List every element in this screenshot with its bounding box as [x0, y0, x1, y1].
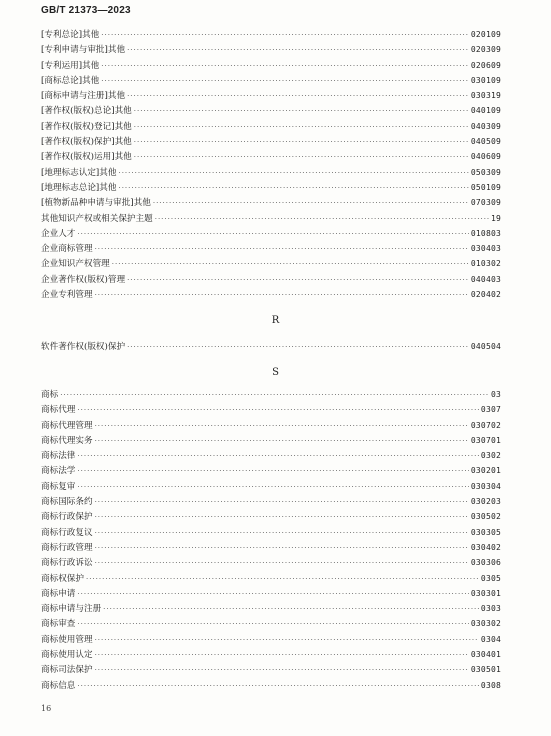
- index-term: 商标使用管理: [41, 634, 93, 645]
- index-term: 企业专利管理: [41, 290, 93, 301]
- index-code: 050309: [470, 167, 501, 177]
- index-code: 030319: [470, 91, 501, 101]
- index-entry: [41, 256, 501, 271]
- leader-dots: [127, 89, 469, 104]
- index-term: 商标法学: [41, 466, 76, 477]
- letter-heading-s: S: [272, 367, 279, 378]
- index-term: 商标申请与注册: [41, 604, 102, 615]
- index-entry: [41, 272, 501, 287]
- index-code: 030702: [470, 420, 501, 430]
- index-term: 商标代理管理: [41, 420, 93, 431]
- index-term: 商标代理实务: [41, 435, 93, 446]
- index-entry: [41, 571, 501, 586]
- index-entry: [41, 662, 501, 677]
- index-code: 0302: [480, 451, 501, 461]
- document-header: GB/T 21373—2023: [41, 5, 131, 16]
- index-code: 19: [490, 213, 501, 223]
- leader-dots: [77, 464, 469, 479]
- leader-dots: [95, 242, 469, 257]
- index-code: 0304: [480, 634, 501, 644]
- index-entry: [41, 42, 501, 57]
- index-term: 商标国际条约: [41, 497, 93, 508]
- index-entry: [41, 494, 501, 509]
- index-entry: [41, 509, 501, 524]
- index-entry: [41, 448, 501, 463]
- index-entry: [41, 463, 501, 478]
- leader-dots: [134, 104, 469, 119]
- index-term: 企业商标管理: [41, 244, 93, 255]
- leader-dots: [95, 288, 469, 303]
- leader-dots: [95, 556, 469, 571]
- leader-dots: [77, 449, 479, 464]
- leader-dots: [77, 403, 479, 418]
- index-term: [著作权(版权)总论]其他: [41, 106, 132, 117]
- index-code: 070309: [470, 198, 501, 208]
- index-code: 0305: [480, 573, 501, 583]
- index-entry: [41, 555, 501, 570]
- index-entry: [41, 149, 501, 164]
- leader-dots: [101, 59, 469, 74]
- index-code: 040609: [470, 152, 501, 162]
- index-entry: [41, 586, 501, 601]
- index-term: 商标使用认定: [41, 650, 93, 661]
- index-code: 030403: [470, 244, 501, 254]
- index-term: 企业知识产权管理: [41, 259, 110, 270]
- index-term: 商标行政诉讼: [41, 558, 93, 569]
- leader-dots: [77, 227, 469, 242]
- index-term: 商标行政管理: [41, 542, 93, 553]
- leader-dots: [103, 602, 479, 617]
- index-entry: [41, 58, 501, 73]
- index-entry: [41, 601, 501, 616]
- index-section-r: [41, 339, 501, 354]
- index-code: 030306: [470, 558, 501, 568]
- index-term: [植物新品种申请与审批]其他: [41, 198, 151, 209]
- index-term: 商标: [41, 390, 59, 400]
- leader-dots: [95, 541, 469, 556]
- index-entry: [41, 287, 501, 302]
- index-code: 030109: [470, 75, 501, 85]
- index-code: 030301: [470, 588, 501, 598]
- index-entry: [41, 73, 501, 88]
- index-code: 030501: [470, 665, 501, 675]
- leader-dots: [77, 617, 469, 632]
- index-section-q: [41, 27, 501, 302]
- leader-dots: [127, 43, 469, 58]
- index-term: 商标司法保护: [41, 665, 93, 676]
- index-entry: [41, 678, 501, 693]
- index-entry: [41, 647, 501, 662]
- index-code: 030203: [470, 497, 501, 507]
- index-term: 商标信息: [41, 680, 76, 691]
- leader-dots: [95, 419, 469, 434]
- leader-dots: [155, 212, 489, 227]
- leader-dots: [95, 633, 479, 648]
- index-term: [地理标志认定]其他: [41, 167, 117, 178]
- leader-dots: [134, 120, 469, 135]
- index-code: 0308: [480, 680, 501, 690]
- leader-dots: [95, 648, 469, 663]
- index-code: 040504: [470, 342, 501, 351]
- leader-dots: [77, 679, 479, 694]
- leader-dots: [77, 480, 469, 495]
- leader-dots: [95, 663, 469, 678]
- index-term: 商标审查: [41, 619, 76, 630]
- index-entry: [41, 165, 501, 180]
- leader-dots: [101, 74, 469, 89]
- index-code: 050109: [470, 182, 501, 192]
- index-entry: [41, 241, 501, 256]
- index-code: 030302: [470, 619, 501, 629]
- index-code: 030701: [470, 435, 501, 445]
- index-code: 0307: [480, 405, 501, 415]
- leader-dots: [101, 28, 469, 43]
- index-term: 商标代理: [41, 405, 76, 416]
- index-code: 020309: [470, 45, 501, 55]
- index-term: [著作权(版权)运用]其他: [41, 152, 132, 163]
- index-entry: [41, 88, 501, 103]
- page-number: 16: [41, 704, 52, 713]
- index-term: 企业人才: [41, 228, 76, 239]
- index-code: 03: [490, 390, 501, 399]
- leader-dots: [86, 572, 479, 587]
- index-term: [著作权(版权)保护]其他: [41, 137, 132, 148]
- index-term: [地理标志总论]其他: [41, 182, 117, 193]
- leader-dots: [112, 257, 469, 272]
- index-code: 010803: [470, 228, 501, 238]
- index-code: 040309: [470, 121, 501, 131]
- leader-dots: [60, 388, 489, 403]
- index-code: 020109: [470, 30, 501, 39]
- leader-dots: [134, 150, 469, 165]
- index-term: [商标总论]其他: [41, 75, 100, 86]
- leader-dots: [127, 340, 469, 355]
- index-entry: [41, 540, 501, 555]
- leader-dots: [153, 196, 469, 211]
- index-entry: [41, 402, 501, 417]
- index-term: 商标行政复议: [41, 527, 93, 538]
- leader-dots: [134, 135, 469, 150]
- index-code: 030201: [470, 466, 501, 476]
- index-term: [著作权(版权)登记]其他: [41, 121, 132, 132]
- leader-dots: [95, 526, 469, 541]
- index-term: 商标复审: [41, 481, 76, 492]
- index-term: [商标申请与注册]其他: [41, 91, 126, 102]
- index-entry: [41, 339, 501, 354]
- index-code: 010302: [470, 259, 501, 269]
- index-term: 商标权保护: [41, 573, 84, 584]
- index-entry: [41, 103, 501, 118]
- index-term: 商标申请: [41, 588, 76, 599]
- index-code: 020402: [470, 290, 501, 300]
- index-term: 软件著作权(版权)保护: [41, 342, 126, 352]
- leader-dots: [118, 181, 468, 196]
- leader-dots: [127, 273, 469, 288]
- index-entry: [41, 134, 501, 149]
- index-code: 0303: [480, 604, 501, 614]
- leader-dots: [118, 166, 468, 181]
- index-term: 商标行政保护: [41, 512, 93, 523]
- index-code: 040403: [470, 274, 501, 284]
- index-term: 其他知识产权或相关保护主题: [41, 213, 153, 224]
- index-term: 商标法律: [41, 451, 76, 462]
- index-entry: [41, 616, 501, 631]
- index-term: [专利申请与审批]其他: [41, 45, 126, 56]
- index-code: 030305: [470, 527, 501, 537]
- index-entry: [41, 195, 501, 210]
- index-code: 040509: [470, 137, 501, 147]
- index-entry: [41, 180, 501, 195]
- index-code: 030402: [470, 542, 501, 552]
- index-term: [专利运用]其他: [41, 60, 100, 71]
- index-term: [专利总论]其他: [41, 30, 100, 40]
- index-entry: [41, 27, 501, 42]
- index-entry: [41, 479, 501, 494]
- index-code: 020609: [470, 60, 501, 70]
- index-code: 030304: [470, 481, 501, 491]
- index-entry: [41, 226, 501, 241]
- leader-dots: [95, 510, 469, 525]
- index-entry: [41, 433, 501, 448]
- index-code: 030502: [470, 512, 501, 522]
- leader-dots: [77, 587, 469, 602]
- index-entry: [41, 418, 501, 433]
- index-entry: [41, 119, 501, 134]
- index-entry: [41, 632, 501, 647]
- leader-dots: [95, 434, 469, 449]
- index-code: 030401: [470, 650, 501, 660]
- index-term: 企业著作权(版权)管理: [41, 274, 126, 285]
- index-section-s: [41, 387, 501, 693]
- index-entry: [41, 211, 501, 226]
- letter-heading-r: R: [271, 315, 280, 326]
- index-entry: [41, 387, 501, 402]
- index-code: 040109: [470, 106, 501, 116]
- leader-dots: [95, 495, 469, 510]
- index-entry: [41, 525, 501, 540]
